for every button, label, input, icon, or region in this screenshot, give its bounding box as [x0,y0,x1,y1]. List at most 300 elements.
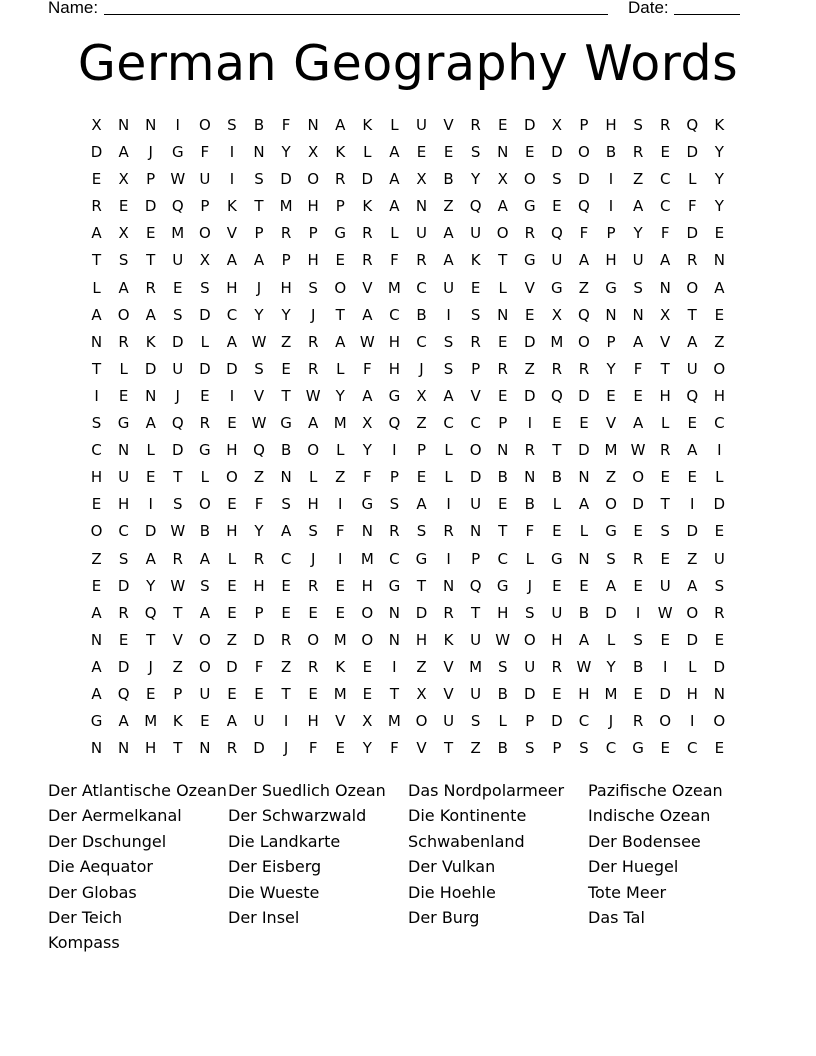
grid-letter: B [443,170,454,189]
grid-letter: S [579,739,589,758]
grid-letter: A [632,414,644,433]
grid-letter: T [254,197,264,216]
grid-letter: E [552,414,562,433]
grid-letter: N [90,332,103,351]
grid-letter: E [633,386,643,405]
grid-letter: R [118,603,129,622]
grid-letter: A [687,576,698,595]
grid-letter: G [523,197,536,216]
grid-letter: H [686,684,698,703]
grid-letter: C [714,414,725,433]
grid-letter: S [660,522,670,541]
grid-letter: E [118,630,129,649]
grid-letter: E [362,684,373,703]
grid-letter: A [443,386,454,405]
grid-letter: H [388,359,401,378]
grid-letter: D [632,495,644,514]
grid-letter: R [335,170,346,189]
grid-letter: O [334,278,347,297]
grid-letter: D [524,386,536,405]
grid-letter: S [118,251,129,270]
worksheet-title: German Geography Words [77,35,739,92]
grid-row [83,139,733,166]
grid-letter: E [633,576,643,595]
grid-letter: D [199,305,211,324]
grid-letter: S [525,739,535,758]
grid-letter: C [416,278,427,297]
grid-letter: V [443,657,454,676]
grid-letter: C [389,549,400,568]
grid-letter: Y [471,170,481,189]
grid-letter: L [119,359,128,378]
grid-letter: Z [416,414,427,433]
grid-letter: T [281,386,291,405]
grid-letter: E [714,224,725,243]
grid-letter: E [443,143,454,162]
grid-letter: E [606,386,616,405]
grid-letter: E [660,630,670,649]
grid-letter: D [551,712,563,731]
grid-letter: G [199,441,211,460]
grid-letter: W [359,332,375,351]
grid-letter: A [389,197,400,216]
grid-letter: O [713,712,726,731]
grid-letter: R [280,630,292,649]
grid-letter: T [173,603,183,622]
grid-letter: E [254,684,264,703]
grid-letter: E [687,468,697,487]
grid-letter: F [200,143,210,162]
grid-letter: E [281,576,291,595]
grid-letter: O [226,468,238,487]
grid-letter: D [253,630,265,649]
grid-letter: D [605,603,617,622]
grid-letter: I [446,549,451,568]
grid-letter: S [443,332,454,351]
grid-letter: Y [606,359,616,378]
grid-letter: D [226,359,238,378]
grid-letter: V [226,224,238,243]
grid-letter: N [578,468,590,487]
grid-letter: B [497,739,508,758]
grid-letter: S [118,549,129,568]
grid-letter: X [91,116,102,134]
word-list-item: Tote Meer [588,882,667,902]
grid-letter: A [91,603,102,622]
grid-letter: G [388,576,401,595]
grid-letter: C [416,332,427,351]
grid-letter: G [605,522,617,541]
grid-letter: N [145,116,157,134]
grid-row [83,573,733,600]
grid-letter: N [497,441,509,460]
grid-letter: M [144,712,158,731]
grid-letter: H [307,712,319,731]
grid-letter: V [660,332,671,351]
grid-letter: Q [253,441,265,460]
grid-letter: L [444,468,453,487]
grid-letter: E [281,359,291,378]
grid-letter: U [172,251,184,270]
grid-letter: J [283,739,289,758]
grid-letter: W [170,576,186,595]
grid-letter: D [144,522,157,541]
grid-letter: M [550,332,564,351]
grid-letter: C [659,170,671,189]
grid-letter: S [633,630,643,649]
grid-letter: C [91,441,102,460]
grid-letter: O [307,630,320,649]
grid-letter: T [498,251,508,270]
grid-letter: T [416,576,427,595]
grid-letter: N [118,116,130,134]
grid-letter: F [308,739,318,758]
grid-letter: R [253,549,265,568]
grid-letter: N [307,116,319,134]
grid-letter: O [198,630,211,649]
grid-letter: A [687,332,698,351]
grid-letter: X [551,116,562,134]
grid-letter: A [497,197,508,216]
grid-letter: S [470,305,481,324]
grid-letter: O [90,522,103,541]
grid-letter: Y [362,739,372,758]
grid-letter: F [525,522,535,541]
grid-letter: H [713,386,725,405]
grid-letter: Q [578,305,590,324]
grid-letter: A [253,251,265,270]
grid-letter: Z [172,657,183,676]
grid-letter: L [200,468,210,487]
grid-letter: H [605,116,617,134]
name-label: Name: [48,0,99,17]
grid-letter: U [415,224,427,243]
word-list-item: Der Huegel [588,857,679,877]
grid-letter: S [633,278,643,297]
grid-letter: Z [714,332,725,351]
word-list-item: Kompass [48,933,120,953]
grid-letter: U [443,278,455,297]
grid-letter: M [360,549,374,568]
grid-letter: N [199,739,211,758]
grid-letter: N [497,143,509,162]
grid-letter: F [390,739,399,758]
grid-letter: A [578,251,590,270]
grid-letter: V [470,386,481,405]
grid-letter: R [470,116,481,134]
grid-letter: O [686,278,699,297]
grid-letter: V [605,414,617,433]
grid-letter: V [443,684,454,703]
grid-letter: D [90,143,103,162]
grid-letter: T [146,630,156,649]
grid-letter: L [363,143,372,162]
grid-letter: W [576,657,592,676]
grid-letter: Q [686,116,699,134]
grid-letter: B [632,657,644,676]
grid-letter: L [146,441,155,460]
grid-letter: D [144,359,157,378]
grid-letter: E [687,414,697,433]
grid-letter: D [415,603,428,622]
grid-letter: Z [443,197,454,216]
word-list-item: Der Teich [48,907,123,927]
grid-row [83,735,733,762]
grid-letter: O [307,170,320,189]
grid-letter: B [280,441,292,460]
grid-letter: T [173,739,183,758]
grid-letter: O [361,630,374,649]
grid-letter: A [226,332,238,351]
grid-letter: M [333,684,347,703]
grid-letter: N [118,739,130,758]
grid-letter: E [714,739,725,758]
grid-letter: S [416,522,427,541]
grid-letter: D [469,468,482,487]
grid-letter: O [659,712,672,731]
grid-letter: N [470,522,482,541]
grid-letter: C [226,305,238,324]
grid-letter: J [148,143,153,162]
letter-grid [83,112,733,762]
word-list-item: Der Atlantische Ozean [48,781,227,800]
grid-letter: L [390,224,399,243]
grid-letter: C [443,414,454,433]
grid-letter: I [608,170,614,189]
grid-letter: I [229,386,235,405]
grid-letter: P [146,170,156,189]
grid-letter: Z [416,657,427,676]
grid-letter: T [146,251,156,270]
grid-letter: I [338,495,343,514]
grid-letter: D [686,143,699,162]
grid-letter: T [660,495,670,514]
grid-letter: X [362,414,373,433]
grid-letter: Z [91,549,102,568]
word-list-item: Schwabenland [408,831,525,851]
grid-letter: D [686,630,699,649]
grid-letter: A [443,251,454,270]
grid-letter: P [389,468,399,487]
grid-row [83,654,733,681]
grid-letter: E [335,603,345,622]
grid-letter: F [687,197,697,216]
grid-letter: Q [578,197,590,216]
grid-letter: H [307,197,319,216]
grid-letter: I [446,305,451,324]
grid-letter: I [94,386,99,405]
grid-letter: R [416,251,427,270]
grid-letter: L [92,278,101,297]
grid-letter: Z [687,549,698,568]
grid-letter: J [256,278,262,297]
grid-letter: A [280,522,292,541]
grid-letter: W [305,386,321,405]
grid-letter: S [91,414,102,433]
grid-letter: S [470,143,481,162]
grid-letter: A [91,684,102,703]
grid-letter: H [659,386,671,405]
grid-letter: A [308,414,319,433]
grid-letter: X [308,143,319,162]
grid-letter: N [605,305,617,324]
grid-letter: D [686,522,699,541]
grid-letter: P [254,224,264,243]
grid-letter: X [416,684,427,703]
grid-letter: Y [281,143,291,162]
grid-letter: R [659,441,671,460]
grid-letter: A [416,495,427,514]
grid-row [83,437,733,464]
grid-letter: Y [633,224,643,243]
grid-letter: N [90,630,103,649]
grid-letter: I [229,143,235,162]
grid-letter: B [578,603,590,622]
grid-letter: L [606,630,616,649]
grid-letter: P [308,224,318,243]
grid-letter: A [118,278,129,297]
grid-letter: M [604,441,618,460]
grid-letter: K [362,116,373,134]
grid-letter: N [145,386,157,405]
grid-letter: E [470,278,481,297]
grid-row [83,112,733,139]
grid-letter: N [388,630,401,649]
grid-row [83,708,733,735]
grid-letter: S [443,359,454,378]
grid-letter: R [524,441,535,460]
grid-letter: Q [550,386,563,405]
grid-letter: G [523,251,536,270]
grid-letter: O [198,495,211,514]
grid-letter: J [148,657,153,676]
grid-letter: X [118,224,129,243]
grid-letter: M [387,712,401,731]
grid-letter: Y [254,522,264,541]
grid-letter: P [471,359,481,378]
grid-letter: P [606,332,616,351]
grid-letter: T [91,359,102,378]
grid-letter: P [606,224,616,243]
grid-letter: X [199,251,210,270]
grid-letter: R [307,576,319,595]
grid-row [83,600,733,627]
grid-letter: D [578,386,590,405]
grid-letter: S [308,522,318,541]
grid-letter: Y [714,170,724,189]
grid-letter: V [362,278,373,297]
grid-letter: T [687,305,697,324]
grid-letter: J [310,305,316,324]
grid-letter: A [199,549,210,568]
grid-letter: U [470,684,482,703]
grid-letter: E [281,603,291,622]
grid-letter: R [470,332,481,351]
grid-letter: L [525,549,534,568]
grid-letter: F [579,224,589,243]
grid-letter: P [281,251,291,270]
grid-letter: H [253,576,265,595]
grid-letter: E [579,414,589,433]
grid-row [83,220,733,247]
grid-letter: F [254,495,264,514]
grid-row [83,681,733,708]
grid-row [83,518,733,545]
grid-letter: R [551,359,563,378]
grid-letter: R [443,603,454,622]
grid-letter: T [335,305,345,324]
grid-letter: D [713,657,726,676]
grid-letter: E [227,576,237,595]
grid-letter: N [361,522,373,541]
grid-letter: E [497,495,508,514]
grid-letter: G [415,549,428,568]
grid-letter: A [199,603,210,622]
grid-letter: M [469,657,483,676]
grid-letter: E [497,116,508,134]
grid-letter: F [335,522,345,541]
word-list [48,778,768,956]
grid-letter: Y [362,441,372,460]
grid-letter: O [198,224,211,243]
grid-letter: Y [254,305,264,324]
grid-letter: N [713,684,725,703]
word-list-item: Die Landkarte [228,831,341,851]
grid-letter: E [145,468,156,487]
grid-letter: B [497,684,508,703]
grid-letter: L [444,441,453,460]
grid-letter: U [470,495,482,514]
grid-letter: U [443,712,455,731]
grid-letter: D [524,332,536,351]
grid-letter: H [307,495,319,514]
grid-letter: O [307,441,320,460]
grid-letter: D [253,739,265,758]
grid-letter: Z [470,739,481,758]
grid-letter: R [226,739,238,758]
grid-letter: K [145,332,156,351]
grid-letter: L [336,441,345,460]
grid-letter: N [442,576,455,595]
grid-letter: H [578,684,590,703]
grid-letter: Z [226,630,238,649]
grid-letter: L [336,359,345,378]
grid-letter: C [389,305,400,324]
grid-letter: K [335,657,346,676]
grid-letter: M [387,278,401,297]
grid-letter: R [659,116,671,134]
grid-letter: P [525,712,535,731]
grid-letter: E [200,712,210,731]
grid-letter: N [632,305,644,324]
grid-letter: Z [280,657,292,676]
grid-letter: R [389,522,400,541]
grid-letter: B [416,305,427,324]
grid-letter: E [118,386,129,405]
grid-letter: U [524,657,536,676]
grid-letter: Q [117,684,130,703]
grid-letter: E [714,630,725,649]
grid-letter: L [688,657,697,676]
grid-letter: F [633,359,643,378]
grid-letter: P [173,684,183,703]
grid-letter: D [361,170,374,189]
grid-letter: A [578,630,590,649]
grid-letter: K [362,197,373,216]
grid-letter: V [443,116,454,134]
grid-letter: E [227,684,237,703]
grid-letter: N [713,251,725,270]
